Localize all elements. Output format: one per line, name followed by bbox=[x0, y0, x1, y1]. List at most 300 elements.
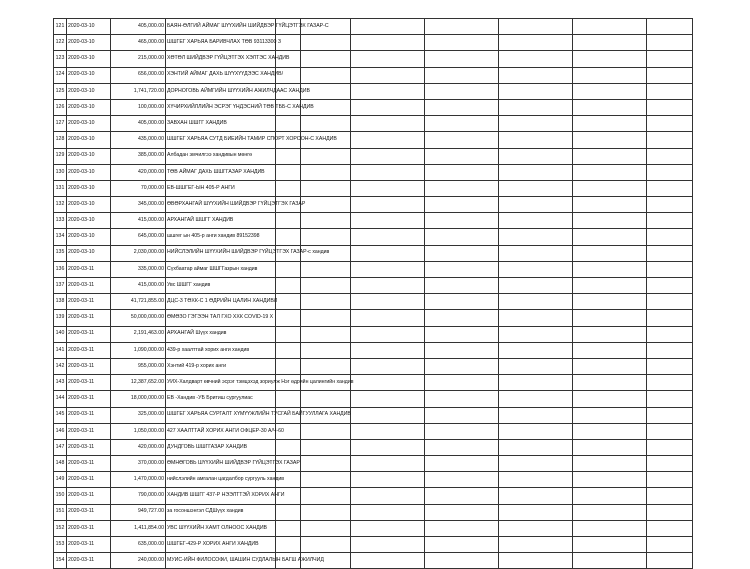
empty-cell bbox=[276, 278, 301, 294]
date-cell: 2020-03-10 bbox=[67, 116, 111, 132]
empty-cell bbox=[425, 375, 499, 391]
row-number-cell: 127 bbox=[54, 116, 67, 132]
empty-cell bbox=[573, 164, 647, 180]
description-cell: БАЯН-ӨЛГИЙ АЙМАГ ШҮҮХИЙН ШИЙДВЭР ГҮЙЦЭТГЭХ ГАЗАР-С bbox=[166, 19, 276, 35]
row-number-cell: 132 bbox=[54, 197, 67, 213]
empty-cell bbox=[351, 19, 425, 35]
table-row bbox=[54, 261, 693, 277]
empty-cell bbox=[351, 472, 425, 488]
empty-cell bbox=[499, 132, 573, 148]
empty-cell bbox=[573, 423, 647, 439]
amount-cell: 215,000.00 bbox=[111, 51, 166, 67]
empty-cell bbox=[425, 342, 499, 358]
empty-cell bbox=[301, 488, 351, 504]
date-cell: 2020-03-11 bbox=[67, 391, 111, 407]
empty-cell bbox=[573, 67, 647, 83]
empty-cell bbox=[647, 439, 693, 455]
empty-cell bbox=[351, 197, 425, 213]
ledger-body bbox=[54, 19, 693, 569]
empty-cell bbox=[573, 537, 647, 553]
row-number-cell: 147 bbox=[54, 439, 67, 455]
empty-cell bbox=[647, 456, 693, 472]
empty-cell bbox=[301, 197, 351, 213]
empty-cell bbox=[647, 67, 693, 83]
empty-cell bbox=[499, 261, 573, 277]
table-row bbox=[54, 164, 693, 180]
empty-cell bbox=[351, 164, 425, 180]
empty-cell bbox=[425, 407, 499, 423]
empty-cell bbox=[301, 67, 351, 83]
date-cell: 2020-03-11 bbox=[67, 553, 111, 569]
empty-cell bbox=[351, 229, 425, 245]
date-cell: 2020-03-10 bbox=[67, 51, 111, 67]
empty-cell bbox=[573, 197, 647, 213]
date-cell: 2020-03-11 bbox=[67, 375, 111, 391]
date-cell: 2020-03-10 bbox=[67, 245, 111, 261]
empty-cell bbox=[499, 423, 573, 439]
empty-cell bbox=[425, 326, 499, 342]
empty-cell bbox=[647, 83, 693, 99]
empty-cell bbox=[425, 213, 499, 229]
amount-cell: 405,000.00 bbox=[111, 19, 166, 35]
empty-cell bbox=[351, 278, 425, 294]
table-row bbox=[54, 132, 693, 148]
amount-cell: 955,000.00 bbox=[111, 358, 166, 374]
empty-cell bbox=[573, 504, 647, 520]
empty-cell bbox=[499, 294, 573, 310]
empty-cell bbox=[276, 213, 301, 229]
amount-cell: 1,050,000.00 bbox=[111, 423, 166, 439]
empty-cell bbox=[499, 488, 573, 504]
empty-cell bbox=[647, 99, 693, 115]
table-row bbox=[54, 310, 693, 326]
empty-cell bbox=[425, 99, 499, 115]
row-number-cell: 133 bbox=[54, 213, 67, 229]
date-cell: 2020-03-10 bbox=[67, 35, 111, 51]
empty-cell bbox=[499, 229, 573, 245]
empty-cell bbox=[351, 391, 425, 407]
date-cell: 2020-03-11 bbox=[67, 294, 111, 310]
amount-cell: 465,000.00 bbox=[111, 35, 166, 51]
table-row bbox=[54, 407, 693, 423]
empty-cell bbox=[573, 245, 647, 261]
empty-cell bbox=[573, 358, 647, 374]
empty-cell bbox=[301, 51, 351, 67]
date-cell: 2020-03-11 bbox=[67, 488, 111, 504]
empty-cell bbox=[425, 456, 499, 472]
row-number-cell: 123 bbox=[54, 51, 67, 67]
table-row bbox=[54, 553, 693, 569]
empty-cell bbox=[351, 439, 425, 455]
row-number-cell: 148 bbox=[54, 456, 67, 472]
table-row bbox=[54, 294, 693, 310]
empty-cell bbox=[647, 278, 693, 294]
amount-cell: 41,721,855.00 bbox=[111, 294, 166, 310]
description-cell: ШШГЕГ ХАРЬЯА БАРИВЧЛАХ ТӨВ 93113300 З bbox=[166, 35, 276, 51]
row-number-cell: 122 bbox=[54, 35, 67, 51]
amount-cell: 2,030,000.00 bbox=[111, 245, 166, 261]
empty-cell bbox=[425, 83, 499, 99]
description-cell: Сүхбаатар аймаг ШШГГазрын хандив bbox=[166, 261, 276, 277]
empty-cell bbox=[499, 116, 573, 132]
description-cell: ШШГЕГ ХАРЬЯА СУРГАЛТ ХҮМҮҮЖЛИЙН ТУСГАЙ БАЙГУУЛЛАГА ХАНДИВ bbox=[166, 407, 276, 423]
amount-cell: 790,000.00 bbox=[111, 488, 166, 504]
empty-cell bbox=[573, 51, 647, 67]
date-cell: 2020-03-10 bbox=[67, 213, 111, 229]
table-row bbox=[54, 375, 693, 391]
empty-cell bbox=[276, 180, 301, 196]
amount-cell: 70,000.00 bbox=[111, 180, 166, 196]
amount-cell: 1,090,000.00 bbox=[111, 342, 166, 358]
amount-cell: 635,000.00 bbox=[111, 537, 166, 553]
empty-cell bbox=[425, 67, 499, 83]
empty-cell bbox=[499, 504, 573, 520]
table-row bbox=[54, 342, 693, 358]
row-number-cell: 136 bbox=[54, 261, 67, 277]
empty-cell bbox=[425, 164, 499, 180]
empty-cell bbox=[301, 116, 351, 132]
empty-cell bbox=[573, 310, 647, 326]
empty-cell bbox=[647, 294, 693, 310]
empty-cell bbox=[425, 310, 499, 326]
table-row bbox=[54, 148, 693, 164]
description-cell: АРХАНГАЙ ШШГГ ХАНДИВ bbox=[166, 213, 276, 229]
table-row bbox=[54, 180, 693, 196]
empty-cell bbox=[647, 261, 693, 277]
empty-cell bbox=[647, 488, 693, 504]
empty-cell bbox=[301, 504, 351, 520]
empty-cell bbox=[276, 294, 301, 310]
row-number-cell: 139 bbox=[54, 310, 67, 326]
description-cell: ЕВ-ШШГЕГ-ЫН 405-Р АНГИ bbox=[166, 180, 276, 196]
empty-cell bbox=[499, 553, 573, 569]
row-number-cell: 125 bbox=[54, 83, 67, 99]
table-row bbox=[54, 67, 693, 83]
empty-cell bbox=[499, 326, 573, 342]
empty-cell bbox=[499, 342, 573, 358]
empty-cell bbox=[647, 197, 693, 213]
empty-cell bbox=[573, 472, 647, 488]
empty-cell bbox=[573, 99, 647, 115]
empty-cell bbox=[351, 132, 425, 148]
empty-cell bbox=[351, 326, 425, 342]
empty-cell bbox=[573, 83, 647, 99]
empty-cell bbox=[425, 553, 499, 569]
empty-cell bbox=[425, 504, 499, 520]
empty-cell bbox=[647, 245, 693, 261]
empty-cell bbox=[276, 504, 301, 520]
empty-cell bbox=[647, 472, 693, 488]
empty-cell bbox=[301, 310, 351, 326]
description-cell: Хэнтий 419-р хорих анги bbox=[166, 358, 276, 374]
date-cell: 2020-03-11 bbox=[67, 358, 111, 374]
empty-cell bbox=[351, 407, 425, 423]
description-cell: ӨВӨРХАНГАЙ ШҮҮХИЙН ШИЙДВЭР ГҮЙЦЭТГЭХ ГАЗАР bbox=[166, 197, 276, 213]
table-row bbox=[54, 245, 693, 261]
empty-cell bbox=[351, 310, 425, 326]
amount-cell: 415,000.00 bbox=[111, 213, 166, 229]
row-number-cell: 146 bbox=[54, 423, 67, 439]
empty-cell bbox=[425, 439, 499, 455]
empty-cell bbox=[276, 261, 301, 277]
date-cell: 2020-03-10 bbox=[67, 19, 111, 35]
empty-cell bbox=[301, 148, 351, 164]
row-number-cell: 153 bbox=[54, 537, 67, 553]
empty-cell bbox=[276, 520, 301, 536]
empty-cell bbox=[499, 278, 573, 294]
empty-cell bbox=[276, 342, 301, 358]
empty-cell bbox=[425, 116, 499, 132]
empty-cell bbox=[351, 456, 425, 472]
empty-cell bbox=[351, 342, 425, 358]
empty-cell bbox=[573, 294, 647, 310]
amount-cell: 370,000.00 bbox=[111, 456, 166, 472]
row-number-cell: 149 bbox=[54, 472, 67, 488]
description-cell: ХАНДИВ ШШГГ 437-Р НЭЭЛТТЭЙ ХОРИХ АНГИ bbox=[166, 488, 276, 504]
empty-cell bbox=[573, 520, 647, 536]
row-number-cell: 141 bbox=[54, 342, 67, 358]
date-cell: 2020-03-11 bbox=[67, 456, 111, 472]
empty-cell bbox=[499, 472, 573, 488]
empty-cell bbox=[425, 423, 499, 439]
empty-cell bbox=[301, 229, 351, 245]
empty-cell bbox=[276, 164, 301, 180]
empty-cell bbox=[425, 229, 499, 245]
table-row bbox=[54, 213, 693, 229]
empty-cell bbox=[573, 407, 647, 423]
date-cell: 2020-03-11 bbox=[67, 261, 111, 277]
empty-cell bbox=[301, 261, 351, 277]
empty-cell bbox=[499, 99, 573, 115]
amount-cell: 405,000.00 bbox=[111, 116, 166, 132]
empty-cell bbox=[647, 326, 693, 342]
empty-cell bbox=[647, 19, 693, 35]
empty-cell bbox=[301, 278, 351, 294]
empty-cell bbox=[301, 294, 351, 310]
empty-cell bbox=[425, 148, 499, 164]
empty-cell bbox=[351, 51, 425, 67]
amount-cell: 2,191,463.00 bbox=[111, 326, 166, 342]
empty-cell bbox=[301, 35, 351, 51]
empty-cell bbox=[351, 294, 425, 310]
table-row bbox=[54, 504, 693, 520]
empty-cell bbox=[425, 391, 499, 407]
empty-cell bbox=[425, 358, 499, 374]
empty-cell bbox=[301, 472, 351, 488]
empty-cell bbox=[351, 553, 425, 569]
empty-cell bbox=[647, 391, 693, 407]
date-cell: 2020-03-11 bbox=[67, 278, 111, 294]
description-cell: ШШГЕГ-429-Р ХОРИХ АНГИ ХАНДИВ bbox=[166, 537, 276, 553]
empty-cell bbox=[573, 456, 647, 472]
amount-cell: 345,000.00 bbox=[111, 197, 166, 213]
empty-cell bbox=[425, 488, 499, 504]
description-cell: ХҮЧИРХИЙЛЛИЙН ЭСРЭГ ҮНДЭСНИЙ ТӨВ ТББ-С ХАНДИВ bbox=[166, 99, 276, 115]
description-cell: УИХ-Халдварт өвчний эсрэг тэмцэхэд зориулж Нэг өдрийн цалингийн хандив bbox=[166, 375, 276, 391]
empty-cell bbox=[499, 67, 573, 83]
empty-cell bbox=[499, 537, 573, 553]
table-row bbox=[54, 278, 693, 294]
date-cell: 2020-03-10 bbox=[67, 99, 111, 115]
description-cell: 427 ХААЛТТАЙ ХОРИХ АНГИ ОФЦЕР-30 А/Ч-60 bbox=[166, 423, 276, 439]
empty-cell bbox=[647, 375, 693, 391]
amount-cell: 420,000.00 bbox=[111, 164, 166, 180]
description-cell: НИЙСЛЭЛИЙН ШҮҮХИЙН ШИЙДВЭР ГҮЙЦЭТГЭХ ГАЗАР-с хандив bbox=[166, 245, 276, 261]
empty-cell bbox=[276, 148, 301, 164]
empty-cell bbox=[647, 51, 693, 67]
empty-cell bbox=[301, 326, 351, 342]
row-number-cell: 150 bbox=[54, 488, 67, 504]
date-cell: 2020-03-11 bbox=[67, 423, 111, 439]
empty-cell bbox=[499, 51, 573, 67]
date-cell: 2020-03-10 bbox=[67, 197, 111, 213]
description-cell: ЗАВХАН ШШГГ ХАНДИВ bbox=[166, 116, 276, 132]
amount-cell: 420,000.00 bbox=[111, 439, 166, 455]
amount-cell: 18,000,000.00 bbox=[111, 391, 166, 407]
description-cell: ӨМНӨГОВЬ ШҮҮХИЙН ШИЙДВЭР ГҮЙЦЭТГЭХ ГАЗАР bbox=[166, 456, 276, 472]
empty-cell bbox=[301, 391, 351, 407]
empty-cell bbox=[301, 439, 351, 455]
description-cell: АРХАНГАЙ Шүүх хандив bbox=[166, 326, 276, 342]
description-cell: ӨМӨЗО ГЭГЭЭН ТАЛ ГХО ХХК COVID-19 Х bbox=[166, 310, 276, 326]
empty-cell bbox=[351, 261, 425, 277]
date-cell: 2020-03-11 bbox=[67, 407, 111, 423]
empty-cell bbox=[351, 245, 425, 261]
empty-cell bbox=[647, 342, 693, 358]
table-row bbox=[54, 51, 693, 67]
empty-cell bbox=[276, 116, 301, 132]
empty-cell bbox=[276, 229, 301, 245]
row-number-cell: 138 bbox=[54, 294, 67, 310]
table-row bbox=[54, 439, 693, 455]
description-cell: МУИС-ИЙН ФИЛОСОФИ, ШАШИН СУДЛАЛЫН БАГШ АЖИЛЧИД bbox=[166, 553, 276, 569]
row-number-cell: 124 bbox=[54, 67, 67, 83]
empty-cell bbox=[425, 132, 499, 148]
empty-cell bbox=[425, 19, 499, 35]
empty-cell bbox=[499, 197, 573, 213]
table-row bbox=[54, 537, 693, 553]
donation-ledger-table bbox=[53, 18, 693, 569]
date-cell: 2020-03-11 bbox=[67, 520, 111, 536]
table-row bbox=[54, 229, 693, 245]
empty-cell bbox=[425, 294, 499, 310]
description-cell: УВС ШҮҮХИЙН ХАМТ ОЛНООС ХАНДИВ bbox=[166, 520, 276, 536]
amount-cell: 1,470,000.00 bbox=[111, 472, 166, 488]
empty-cell bbox=[573, 148, 647, 164]
empty-cell bbox=[573, 391, 647, 407]
table-row bbox=[54, 472, 693, 488]
amount-cell: 100,000.00 bbox=[111, 99, 166, 115]
empty-cell bbox=[351, 99, 425, 115]
row-number-cell: 143 bbox=[54, 375, 67, 391]
empty-cell bbox=[573, 326, 647, 342]
empty-cell bbox=[351, 67, 425, 83]
date-cell: 2020-03-10 bbox=[67, 83, 111, 99]
table-row bbox=[54, 358, 693, 374]
empty-cell bbox=[425, 537, 499, 553]
table-row bbox=[54, 83, 693, 99]
empty-cell bbox=[573, 132, 647, 148]
amount-cell: 385,000.00 bbox=[111, 148, 166, 164]
amount-cell: 325,000.00 bbox=[111, 407, 166, 423]
date-cell: 2020-03-11 bbox=[67, 342, 111, 358]
empty-cell bbox=[647, 132, 693, 148]
empty-cell bbox=[499, 35, 573, 51]
empty-cell bbox=[499, 391, 573, 407]
date-cell: 2020-03-10 bbox=[67, 180, 111, 196]
empty-cell bbox=[351, 504, 425, 520]
date-cell: 2020-03-10 bbox=[67, 164, 111, 180]
amount-cell: 656,000.00 bbox=[111, 67, 166, 83]
amount-cell: 435,000.00 bbox=[111, 132, 166, 148]
table-row bbox=[54, 520, 693, 536]
date-cell: 2020-03-11 bbox=[67, 504, 111, 520]
row-number-cell: 154 bbox=[54, 553, 67, 569]
date-cell: 2020-03-11 bbox=[67, 439, 111, 455]
empty-cell bbox=[573, 278, 647, 294]
description-cell: ШШГЕГ ХАРЬЯА СУТД БИЕИЙН ТАМИР СПОРТ ХОРООН-С ХАНДИВ bbox=[166, 132, 276, 148]
empty-cell bbox=[351, 520, 425, 536]
empty-cell bbox=[573, 180, 647, 196]
empty-cell bbox=[499, 520, 573, 536]
empty-cell bbox=[301, 423, 351, 439]
amount-cell: 415,000.00 bbox=[111, 278, 166, 294]
description-cell: ЕВ -Хандив -УБ Бритиш сургуулиас bbox=[166, 391, 276, 407]
empty-cell bbox=[351, 358, 425, 374]
row-number-cell: 145 bbox=[54, 407, 67, 423]
empty-cell bbox=[647, 35, 693, 51]
date-cell: 2020-03-10 bbox=[67, 67, 111, 83]
row-number-cell: 135 bbox=[54, 245, 67, 261]
empty-cell bbox=[425, 51, 499, 67]
table-row bbox=[54, 116, 693, 132]
empty-cell bbox=[499, 245, 573, 261]
row-number-cell: 140 bbox=[54, 326, 67, 342]
empty-cell bbox=[573, 375, 647, 391]
empty-cell bbox=[301, 180, 351, 196]
empty-cell bbox=[276, 310, 301, 326]
table-row bbox=[54, 197, 693, 213]
table-row bbox=[54, 488, 693, 504]
row-number-cell: 144 bbox=[54, 391, 67, 407]
empty-cell bbox=[351, 148, 425, 164]
empty-cell bbox=[425, 278, 499, 294]
empty-cell bbox=[301, 342, 351, 358]
empty-cell bbox=[351, 213, 425, 229]
empty-cell bbox=[301, 537, 351, 553]
empty-cell bbox=[647, 520, 693, 536]
empty-cell bbox=[647, 553, 693, 569]
description-cell: ХЭНТИЙ АЙМАГ ДАХЬ ШҮҮХҮҮДЭЭС ХАНДИВ/ bbox=[166, 67, 276, 83]
empty-cell bbox=[573, 488, 647, 504]
empty-cell bbox=[351, 83, 425, 99]
empty-cell bbox=[499, 456, 573, 472]
empty-cell bbox=[647, 423, 693, 439]
empty-cell bbox=[499, 180, 573, 196]
table-row bbox=[54, 391, 693, 407]
row-number-cell: 126 bbox=[54, 99, 67, 115]
empty-cell bbox=[351, 35, 425, 51]
date-cell: 2020-03-11 bbox=[67, 472, 111, 488]
row-number-cell: 131 bbox=[54, 180, 67, 196]
empty-cell bbox=[499, 407, 573, 423]
row-number-cell: 152 bbox=[54, 520, 67, 536]
empty-cell bbox=[573, 19, 647, 35]
row-number-cell: 142 bbox=[54, 358, 67, 374]
empty-cell bbox=[573, 439, 647, 455]
empty-cell bbox=[301, 520, 351, 536]
table-row bbox=[54, 19, 693, 35]
